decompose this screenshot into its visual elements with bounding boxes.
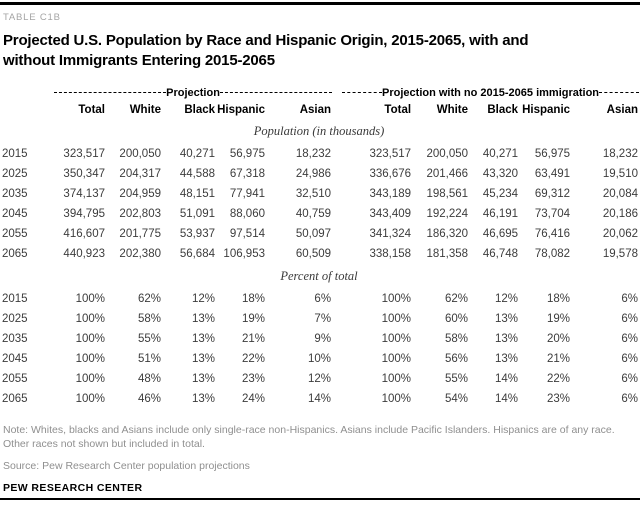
table-cell: 100%: [381, 393, 412, 405]
row-year-label: 2065: [2, 248, 28, 260]
table-cell: 6%: [621, 293, 638, 305]
group-header-row: [0, 85, 640, 100]
table-cell: 55%: [445, 373, 469, 385]
table-cell: 43,320: [482, 168, 519, 180]
table-cell: 13%: [495, 333, 519, 345]
table-cell: 58%: [445, 333, 469, 345]
table-cell: 24%: [241, 393, 265, 405]
table-cell: 32,510: [295, 188, 332, 200]
table-cell: 18,232: [295, 148, 332, 160]
table-cell: 394,795: [63, 208, 105, 220]
table-cell: 323,517: [369, 148, 412, 160]
table-cell: 46,748: [482, 248, 519, 260]
table-cell: 6%: [621, 393, 638, 405]
table-row: [0, 244, 640, 264]
table-cell: 100%: [75, 393, 105, 405]
column-header-asian-2: Asian: [606, 103, 638, 116]
table-cell: 341,324: [369, 228, 412, 240]
table-cell: 19%: [241, 313, 265, 325]
table-cell: 44,588: [179, 168, 215, 180]
table-cell: 200,050: [426, 148, 469, 160]
table-cell: 97,514: [229, 228, 265, 240]
table-cell: 19%: [547, 313, 571, 325]
column-header-white-1: White: [129, 103, 161, 116]
year-column-header: [0, 100, 45, 119]
table-cell: 100%: [381, 353, 412, 365]
table-cell: 13%: [191, 313, 215, 325]
table-cell: 343,189: [369, 188, 412, 200]
table-cell: 20,084: [602, 188, 638, 200]
table-cell: 54%: [445, 393, 469, 405]
table-cell: 46,191: [482, 208, 519, 220]
table-cell: 56,684: [179, 248, 215, 260]
table-cell: 46%: [137, 393, 161, 405]
column-header-white-2: White: [436, 103, 469, 116]
table-cell: 12%: [191, 293, 215, 305]
table-cell: 53,937: [179, 228, 215, 240]
page-title-line-2: without Immigrants Entering 2015-2065: [3, 52, 275, 69]
table-cell: 6%: [314, 293, 332, 305]
page-title: [3, 31, 640, 71]
dash-line: [599, 92, 639, 93]
table-cell: 100%: [75, 333, 105, 345]
table-cell: 48%: [137, 373, 161, 385]
table-cell: 67,318: [229, 168, 265, 180]
table-cell: 14%: [308, 393, 332, 405]
column-header-hispanic-1: Hispanic: [217, 103, 265, 116]
table-cell: 23%: [547, 393, 571, 405]
table-cell: 45,234: [482, 188, 519, 200]
table-cell: 51,091: [179, 208, 215, 220]
table-cell: 22%: [547, 373, 571, 385]
table-cell: 200,050: [119, 148, 161, 160]
table-cell: 21%: [241, 333, 265, 345]
table-cell: 100%: [381, 293, 412, 305]
table-cell: 100%: [75, 293, 105, 305]
table-cell: 6%: [621, 373, 638, 385]
page-title-line-1: Projected U.S. Population by Race and Hispanic Origin, 2015-2065, with and: [3, 32, 529, 49]
table-cell: 48,151: [179, 188, 215, 200]
table-cell: 73,704: [534, 208, 571, 220]
table-cell: 343,409: [369, 208, 412, 220]
row-year-label: 2015: [2, 293, 28, 305]
table-cell: 20,062: [602, 228, 638, 240]
row-year-label: 2015: [2, 148, 28, 160]
table-cell: 20,186: [602, 208, 638, 220]
table-cell: 40,271: [482, 148, 519, 160]
row-year-label: 2035: [2, 333, 28, 345]
table-cell: 9%: [314, 333, 332, 345]
table-cell: 14%: [495, 373, 519, 385]
section-label: Percent of total: [280, 269, 358, 283]
table-cell: 192,224: [426, 208, 469, 220]
dash-line: [54, 92, 166, 93]
table-cell: 56,975: [534, 148, 571, 160]
table-cell: 51%: [137, 353, 161, 365]
table-cell: 416,607: [63, 228, 105, 240]
row-year-label: 2035: [2, 188, 28, 200]
table-cell: 440,923: [63, 248, 105, 260]
table-cell: 76,416: [534, 228, 571, 240]
table-cell: 202,380: [119, 248, 161, 260]
group-header-no-immigration-label: Projection with no 2015-2065 immigration: [382, 86, 600, 99]
table-row: [0, 369, 640, 389]
table-cell: 204,317: [119, 168, 161, 180]
table-cell: 78,082: [534, 248, 571, 260]
table-label: TABLE C1B: [3, 12, 61, 23]
table-row: [0, 329, 640, 349]
table-cell: 18%: [241, 293, 265, 305]
bottom-rule: [0, 498, 640, 500]
table-cell: 201,466: [426, 168, 469, 180]
row-year-label: 2025: [2, 313, 28, 325]
table-cell: 100%: [381, 373, 412, 385]
table-cell: 198,561: [426, 188, 469, 200]
table-cell: 100%: [381, 313, 412, 325]
table-cell: 374,137: [63, 188, 105, 200]
table-cell: 6%: [621, 333, 638, 345]
note-text: Note: Whites, blacks and Asians include only single-race non-Hispanics. Asians include Pacific Islanders. Hispanics are of any race. Other races not shown but included in total.: [3, 424, 615, 450]
table-cell: 69,312: [534, 188, 571, 200]
table-cell: 106,953: [223, 248, 265, 260]
section-header-row: [0, 119, 640, 144]
table-row: [0, 389, 640, 409]
table-cell: 323,517: [63, 148, 105, 160]
table-cell: 204,959: [119, 188, 161, 200]
table-cell: 13%: [191, 393, 215, 405]
table-cell: 12%: [308, 373, 332, 385]
top-rule: [0, 2, 640, 5]
table-cell: 18%: [547, 293, 571, 305]
row-year-label: 2055: [2, 228, 28, 240]
table-row: [0, 164, 640, 184]
table-row: [0, 184, 640, 204]
table-cell: 10%: [308, 353, 332, 365]
table-cell: 40,271: [179, 148, 215, 160]
table-cell: 88,060: [229, 208, 265, 220]
group-header-projection: [45, 85, 333, 100]
table-cell: 12%: [495, 293, 519, 305]
section-label: Population (in thousands): [253, 124, 385, 138]
table-cell: 62%: [445, 293, 469, 305]
table-cell: 77,941: [229, 188, 265, 200]
table-cell: 202,803: [119, 208, 161, 220]
row-year-label: 2065: [2, 393, 28, 405]
dash-line: [220, 92, 332, 93]
table-cell: 100%: [75, 353, 105, 365]
table-row: [0, 224, 640, 244]
table-cell: 6%: [621, 313, 638, 325]
source-text: Source: Pew Research Center population projections: [3, 460, 250, 472]
row-year-label: 2025: [2, 168, 28, 180]
table-cell: 350,347: [63, 168, 105, 180]
table-cell: 201,775: [119, 228, 161, 240]
table-cell: 40,759: [295, 208, 332, 220]
table-cell: 181,358: [426, 248, 469, 260]
table-cell: 62%: [137, 293, 161, 305]
column-header-black-2: Black: [487, 103, 519, 116]
table-cell: 13%: [191, 353, 215, 365]
table-cell: 56,975: [229, 148, 265, 160]
table-row: [0, 204, 640, 224]
table-row: [0, 144, 640, 164]
section-header-row: [0, 264, 640, 289]
table-cell: 13%: [495, 353, 519, 365]
dash-line: [342, 92, 382, 93]
table-cell: 100%: [75, 373, 105, 385]
table-row: [0, 309, 640, 329]
table-cell: 18,232: [602, 148, 638, 160]
group-header-spacer: [0, 85, 45, 100]
table-cell: 50,097: [295, 228, 332, 240]
table-cell: 21%: [547, 353, 571, 365]
table-cell: 14%: [495, 393, 519, 405]
column-header-total-1: Total: [78, 103, 105, 116]
table-cell: 100%: [381, 333, 412, 345]
table-cell: 22%: [241, 353, 265, 365]
table-cell: 6%: [621, 353, 638, 365]
table-cell: 7%: [314, 313, 332, 325]
table-row: [0, 349, 640, 369]
row-year-label: 2045: [2, 208, 28, 220]
column-header-row: [0, 100, 640, 119]
column-header-hispanic-2: Hispanic: [522, 103, 571, 116]
table-cell: 24,986: [295, 168, 332, 180]
table-row: [0, 289, 640, 309]
brand-footer: PEW RESEARCH CENTER: [3, 482, 143, 494]
table-cell: 19,510: [602, 168, 638, 180]
group-header-no-immigration: [333, 85, 640, 100]
row-year-label: 2045: [2, 353, 28, 365]
row-year-label: 2055: [2, 373, 28, 385]
table-cell: 23%: [241, 373, 265, 385]
table-cell: 186,320: [426, 228, 469, 240]
table-cell: 46,695: [482, 228, 519, 240]
table-cell: 20%: [547, 333, 571, 345]
table-cell: 56%: [445, 353, 469, 365]
population-projection-table: [0, 85, 640, 409]
column-header-total-2: Total: [384, 103, 412, 116]
table-cell: 338,158: [369, 248, 412, 260]
table-cell: 13%: [191, 333, 215, 345]
table-cell: 100%: [75, 313, 105, 325]
table-cell: 58%: [137, 313, 161, 325]
table-cell: 60%: [445, 313, 469, 325]
column-header-black-1: Black: [184, 103, 215, 116]
table-cell: 13%: [495, 313, 519, 325]
table-cell: 60,509: [295, 248, 332, 260]
group-header-projection-label: Projection: [166, 86, 220, 99]
column-header-asian-1: Asian: [299, 103, 332, 116]
table-cell: 13%: [191, 373, 215, 385]
table-cell: 63,491: [534, 168, 571, 180]
table-cell: 55%: [137, 333, 161, 345]
table-cell: 19,578: [602, 248, 638, 260]
table-cell: 336,676: [369, 168, 412, 180]
